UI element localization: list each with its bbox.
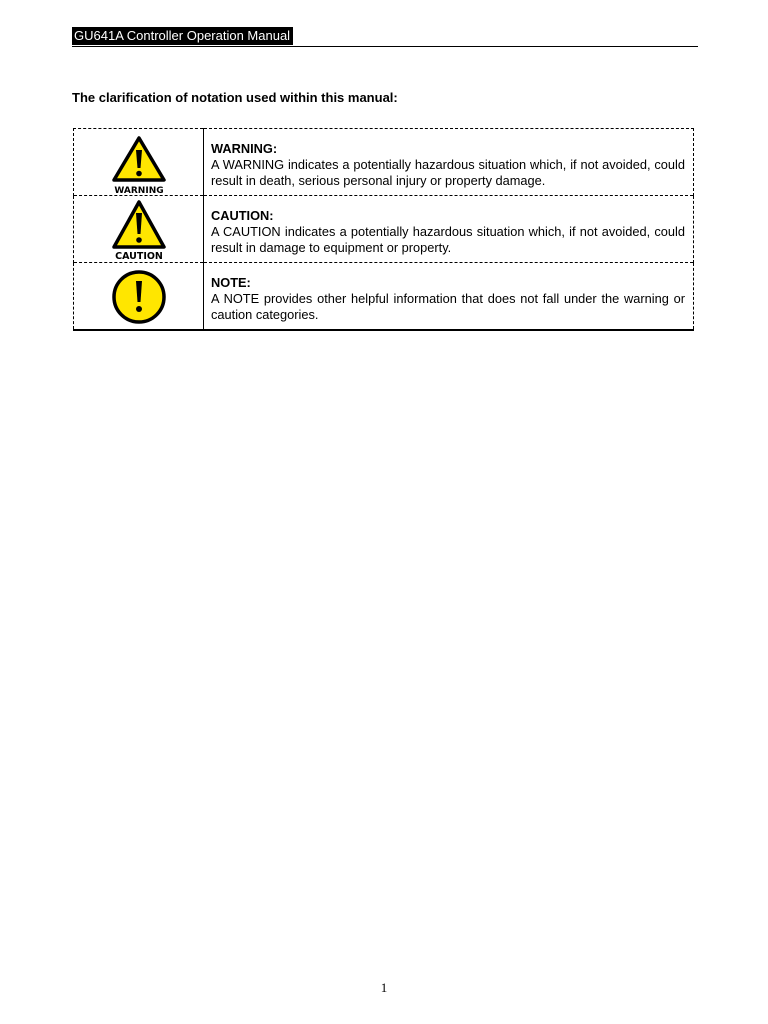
- note-circle-icon: [110, 268, 168, 326]
- caution-text-cell: [204, 196, 694, 263]
- warning-text-cell: [204, 129, 694, 196]
- note-description: A NOTE provides other helpful information that does not fall under the warning or caution categories.: [211, 291, 685, 322]
- caution-triangle-icon: [109, 197, 169, 261]
- caution-title: CAUTION:: [211, 208, 274, 223]
- warning-triangle-icon: [109, 133, 169, 195]
- notation-table: [73, 128, 694, 331]
- page-header: [72, 27, 698, 47]
- notation-row-note: [74, 263, 694, 330]
- note-title: NOTE:: [211, 275, 251, 290]
- note-text-cell: [204, 263, 694, 330]
- caution-description: A CAUTION indicates a potentially hazardous situation which, if not avoided, could result in damage to equipment or property.: [211, 224, 685, 255]
- note-icon-cell: [74, 263, 204, 330]
- notation-row-caution: [74, 196, 694, 263]
- warning-icon-caption: WARNING: [114, 186, 164, 195]
- caution-icon-caption: CAUTION: [115, 251, 163, 261]
- page-number: 1: [380, 980, 388, 995]
- notation-heading: The clarification of notation used within this manual:: [72, 90, 398, 105]
- warning-description: A WARNING indicates a potentially hazardous situation which, if not avoided, could result in death, serious personal injury or property damage.: [211, 157, 685, 188]
- notation-row-warning: [74, 129, 694, 196]
- warning-title: WARNING:: [211, 141, 278, 156]
- caution-icon-cell: [74, 196, 204, 263]
- manual-title: GU641A Controller Operation Manual: [72, 27, 293, 45]
- warning-icon-cell: [74, 129, 204, 196]
